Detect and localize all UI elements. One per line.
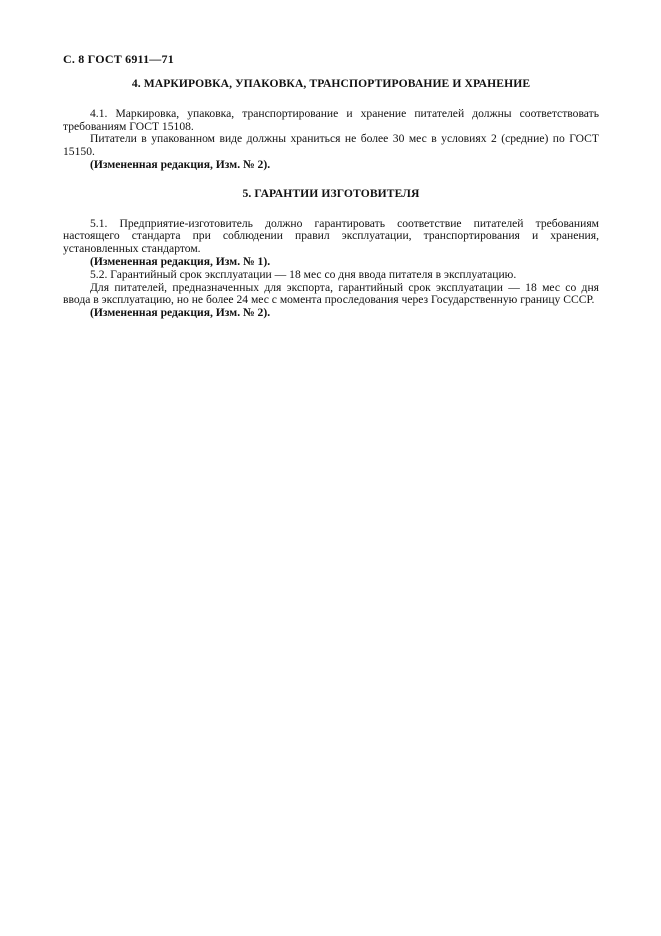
revision-note: (Измененная редакция, Изм. № 1). xyxy=(90,254,271,268)
paragraph-5-2: 5.2. Гарантийный срок эксплуатации — 18 мес со дня ввода питателя в эксплуатацию. xyxy=(90,267,517,281)
paragraph-5-export: Для питателей, предназначенных для экспорта, гарантийный срок эксплуатации — 18 мес со дня ввода в эксплуатацию, но не более 24 мес с момента проследования через Государственную границу СССР. xyxy=(63,280,599,307)
revision-note: (Измененная редакция, Изм. № 2). xyxy=(90,157,271,171)
section-5-title: 5. ГАРАНТИИ ИЗГОТОВИТЕЛЯ xyxy=(242,186,420,200)
paragraph-4-1: 4.1. Маркировка, упаковка, транспортирование и хранение питателей должны соответствовать требованиям ГОСТ 15108. xyxy=(63,106,599,133)
document-body xyxy=(63,78,599,320)
revision-note: (Измененная редакция, Изм. № 2). xyxy=(90,306,271,320)
paragraph-5-1: 5.1. Предприятие-изготовитель должно гарантировать соответствие питателей требованиям настоящего стандарта при соблюдении правил эксплуатации, транспортирования и хранения, установленных стандартом. xyxy=(63,216,599,256)
paragraph-4-storage: Питатели в упакованном виде должны храниться не более 30 мес в условиях 2 (средние) по ГОСТ 15150. xyxy=(63,132,599,159)
page-header: С. 8 ГОСТ 6911—71 xyxy=(63,52,174,66)
section-4-title: 4. МАРКИРОВКА, УПАКОВКА, ТРАНСПОРТИРОВАНИЕ И ХРАНЕНИЕ xyxy=(131,77,531,90)
